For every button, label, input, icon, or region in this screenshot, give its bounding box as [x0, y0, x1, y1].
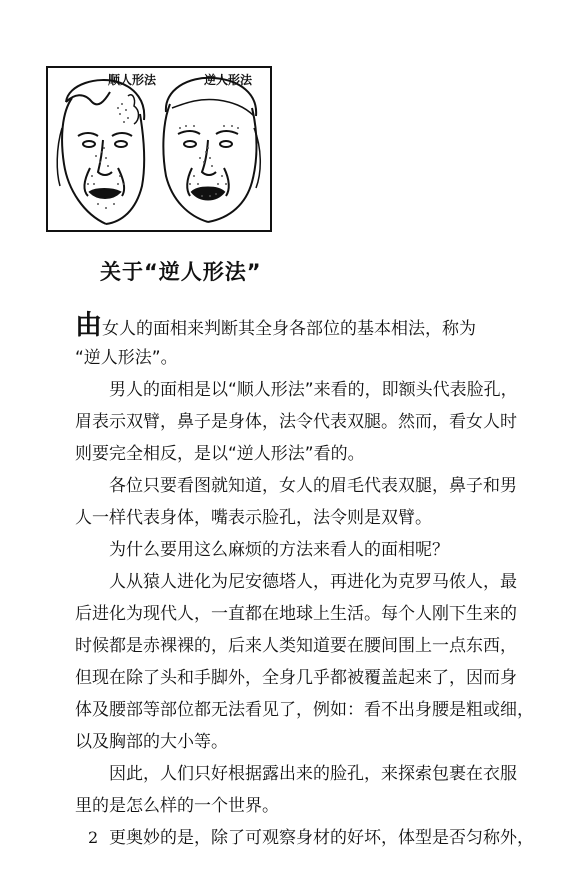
paragraph-6-line-1: 因此，人们只好根据露出来的脸孔，来探索包裹在衣服: [109, 764, 517, 784]
paragraph-1-line-2: “逆人形法”。: [75, 348, 178, 368]
paragraph-1-line-1: [75, 310, 553, 342]
paragraph-6-line-2: 里的是怎么样的一个世界。: [75, 796, 279, 816]
paragraph-4-line-1: 为什么要用这么麻烦的方法来看人的面相呢？: [109, 540, 449, 560]
paragraph-5-line-6: 以及胸部的大小等。: [75, 732, 228, 752]
paragraph-5-line-2: 后进化为现代人，一直都在地球上生活。每个人刚下生来的: [75, 604, 517, 624]
paragraph-2-line-3: 则要完全相反，是以“逆人形法”看的。: [75, 444, 365, 464]
face-diagram-figure: [46, 66, 272, 232]
figure-label-left: 顺人形法: [108, 73, 157, 87]
paragraph-1-line-1-text: 女人的面相来判断其全身各部位的基本相法，称为: [102, 319, 476, 339]
paragraph-2-line-1: 男人的面相是以“顺人形法”来看的，即额头代表脸孔，: [109, 380, 518, 400]
paragraph-5-line-3: 时候都是赤裸裸的，后来人类知道要在腰间围上一点东西，: [75, 636, 517, 656]
drop-cap: 由: [75, 310, 102, 341]
paragraph-3-line-2: 人一样代表身体，嘴表示脸孔，法令则是双臂。: [75, 508, 432, 528]
two-faces-illustration: [48, 68, 270, 230]
section-heading: 关于“逆人形法”: [100, 260, 262, 284]
paragraph-5-line-1: 人从猿人进化为尼安德塔人，再进化为克罗马侬人，最: [109, 572, 517, 592]
left-face-drawing: [57, 80, 144, 224]
paragraph-2-line-2: 眉表示双臂，鼻子是身体，法令代表双腿。然而，看女人时: [75, 412, 517, 432]
page-number: 2: [88, 828, 99, 847]
paragraph-7-line-1: 更奥妙的是，除了可观察身材的好坏，体型是否匀称外，: [109, 828, 534, 848]
figure-label-right: 逆人形法: [204, 73, 253, 87]
paragraph-5-line-5: 体及腰部等部位都无法看见了，例如：看不出身腰是粗或细，: [75, 700, 534, 720]
paragraph-3-line-1: 各位只要看图就知道，女人的眉毛代表双腿，鼻子和男: [109, 476, 517, 496]
paragraph-5-line-4: 但现在除了头和手脚外，全身几乎都被覆盖起来了，因而身: [75, 668, 517, 688]
body-text: [75, 310, 553, 854]
right-face-drawing: [163, 78, 260, 222]
